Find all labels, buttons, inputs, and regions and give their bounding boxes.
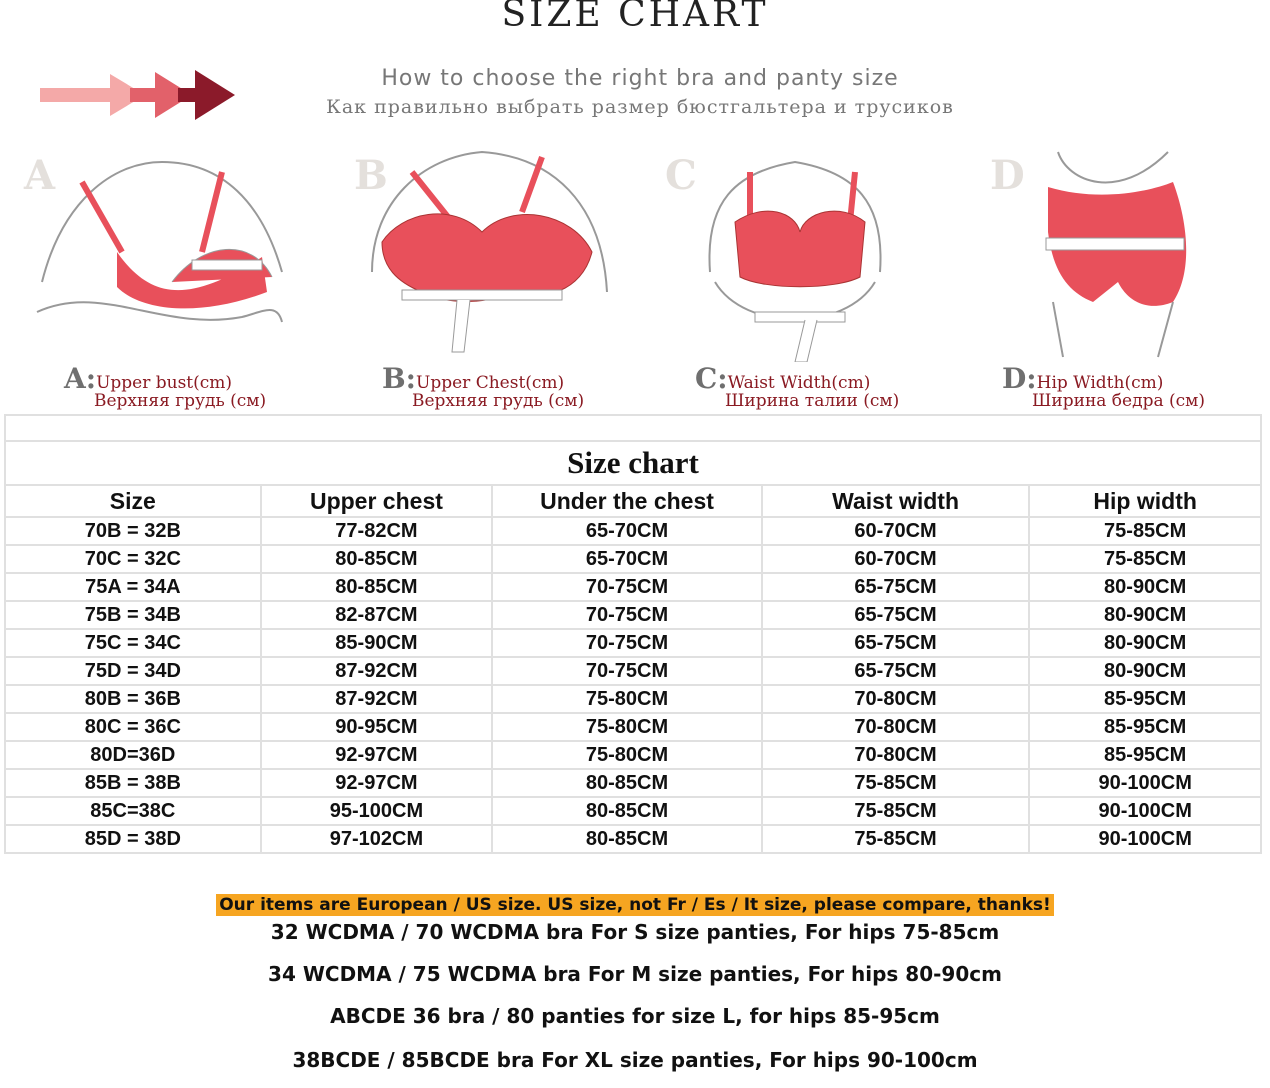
table-cell: 70B = 32B [5,517,261,545]
table-cell: 70-75CM [492,629,762,657]
table-cell: 70-75CM [492,657,762,685]
size-notes [0,894,1270,1072]
caption-letter-b: B: [382,362,417,395]
table-cell: 92-97CM [261,741,493,769]
panel-letter-b: B [354,152,388,199]
header-under-chest: Under the chest [492,485,762,517]
table-cell: 75B = 34B [5,601,261,629]
table-cell: 77-82CM [261,517,493,545]
table-cell: 75-80CM [492,713,762,741]
table-cell: 70-75CM [492,573,762,601]
table-cell: 80B = 36B [5,685,261,713]
table-cell: 90-100CM [1029,797,1261,825]
table-cell: 80-90CM [1029,573,1261,601]
table-cell: 60-70CM [762,545,1030,573]
table-cell: 65-75CM [762,573,1030,601]
panel-hip-width [968,142,1258,412]
table-cell: 80-85CM [492,797,762,825]
table-cell: 75A = 34A [5,573,261,601]
caption-ru-d: Ширина бедра (см) [1032,391,1206,411]
guide-subtitle-ru: Как правильно выбрать размер бюстгальтера и трусиков [326,96,954,118]
arrows-icon [40,68,240,122]
table-cell: 90-100CM [1029,769,1261,797]
table-cell: 65-70CM [492,545,762,573]
table-row [5,629,1261,657]
table-row [5,545,1261,573]
table-cell: 70-75CM [492,601,762,629]
caption-hip-width [1002,362,1205,411]
table-cell: 95-100CM [261,797,493,825]
size-warning-highlight: Our items are European / US size. US size, not Fr / Es / It size, please compare, thanks! [216,894,1054,916]
bra-measure-waist-icon [655,142,945,362]
table-row [5,573,1261,601]
panel-upper-chest [342,142,632,412]
table-caption-row [5,441,1261,485]
table-cell: 80-90CM [1029,601,1261,629]
table-cell: 85-90CM [261,629,493,657]
table-cell: 92-97CM [261,769,493,797]
note-line-m: 34 WCDMA / 75 WCDMA bra For M size panties, For hips 80-90cm [268,962,1002,986]
caption-en-c: Waist Width(cm) [727,373,871,393]
table-cell: 70C = 32C [5,545,261,573]
size-table [4,414,1262,854]
note-line-l: ABCDE 36 bra / 80 panties for size L, for hips 85-95cm [330,1004,940,1028]
panel-letter-d: D [990,152,1025,199]
table-cell: 85-95CM [1029,685,1261,713]
header-hip-width: Hip width [1029,485,1261,517]
caption-en-d: Hip Width(cm) [1036,373,1164,393]
caption-ru-b: Верхняя грудь (см) [412,391,585,411]
table-cell: 70-80CM [762,685,1030,713]
note-line-s: 32 WCDMA / 70 WCDMA bra For S size panties, For hips 75-85cm [270,920,1000,944]
caption-waist-width [695,362,899,411]
table-row [5,601,1261,629]
table-cell: 80-90CM [1029,629,1261,657]
caption-en-b: Upper Chest(cm) [416,373,565,393]
table-cell: 85C=38C [5,797,261,825]
table-row [5,797,1261,825]
table-body [5,517,1261,853]
table-cell: 85D = 38D [5,825,261,853]
table-row [5,741,1261,769]
table-cell: 65-75CM [762,629,1030,657]
table-cell: 82-87CM [261,601,493,629]
table-cell: 75-85CM [762,769,1030,797]
table-header-row [5,485,1261,517]
table-cell: 65-75CM [762,601,1030,629]
panel-letter-c: C [665,152,697,199]
table-cell: 85-95CM [1029,713,1261,741]
table-cell: 90-95CM [261,713,493,741]
header-upper-chest: Upper chest [261,485,493,517]
table-cell: 75-80CM [492,741,762,769]
table-row [5,657,1261,685]
table-cell: 90-100CM [1029,825,1261,853]
panel-upper-bust [22,142,312,412]
table-cell: 80C = 36C [5,713,261,741]
table-cell: 75-85CM [762,797,1030,825]
table-cell: 87-92CM [261,685,493,713]
caption-letter-d: D: [1002,362,1037,395]
caption-en-a: Upper bust(cm) [96,373,233,393]
table-row [5,769,1261,797]
table-caption: Size chart [5,441,1261,485]
table-cell: 80-90CM [1029,657,1261,685]
table-cell: 97-102CM [261,825,493,853]
table-cell: 70-80CM [762,741,1030,769]
table-cell: 75-85CM [762,825,1030,853]
caption-ru-a: Верхняя грудь (см) [94,391,267,411]
table-cell: 75-85CM [1029,545,1261,573]
page-title: SIZE CHART [501,0,769,35]
table-row [5,713,1261,741]
table-row [5,825,1261,853]
note-line-xl: 38BCDE / 85BCDE bra For XL size panties, For hips 90-100cm [292,1048,978,1072]
caption-letter-c: C: [695,362,728,395]
caption-ru-c: Ширина талии (см) [725,391,900,411]
table-cell: 65-75CM [762,657,1030,685]
table-row [5,517,1261,545]
table-cell: 80-85CM [492,769,762,797]
table-cell: 80D=36D [5,741,261,769]
caption-letter-a: A: [64,362,97,395]
header-waist-width: Waist width [762,485,1030,517]
caption-upper-bust [64,362,266,411]
panel-letter-a: A [24,152,56,199]
table-cell: 60-70CM [762,517,1030,545]
table-cell: 85B = 38B [5,769,261,797]
table-cell: 87-92CM [261,657,493,685]
panel-waist-width [655,142,945,412]
guide-subtitle-en: How to choose the right bra and panty size [381,66,899,91]
caption-upper-chest [382,362,584,411]
table-cell: 75C = 34C [5,629,261,657]
table-cell: 75-80CM [492,685,762,713]
table-cell: 80-85CM [261,545,493,573]
bra-measure-upper-bust-icon [22,142,312,362]
table-cell: 70-80CM [762,713,1030,741]
header-size: Size [5,485,261,517]
table-cell: 75D = 34D [5,657,261,685]
table-row [5,685,1261,713]
table-cell: 75-85CM [1029,517,1261,545]
table-spacer-row [5,415,1261,441]
table-cell: 85-95CM [1029,741,1261,769]
table-cell: 80-85CM [261,573,493,601]
table-cell: 65-70CM [492,517,762,545]
table-cell: 80-85CM [492,825,762,853]
